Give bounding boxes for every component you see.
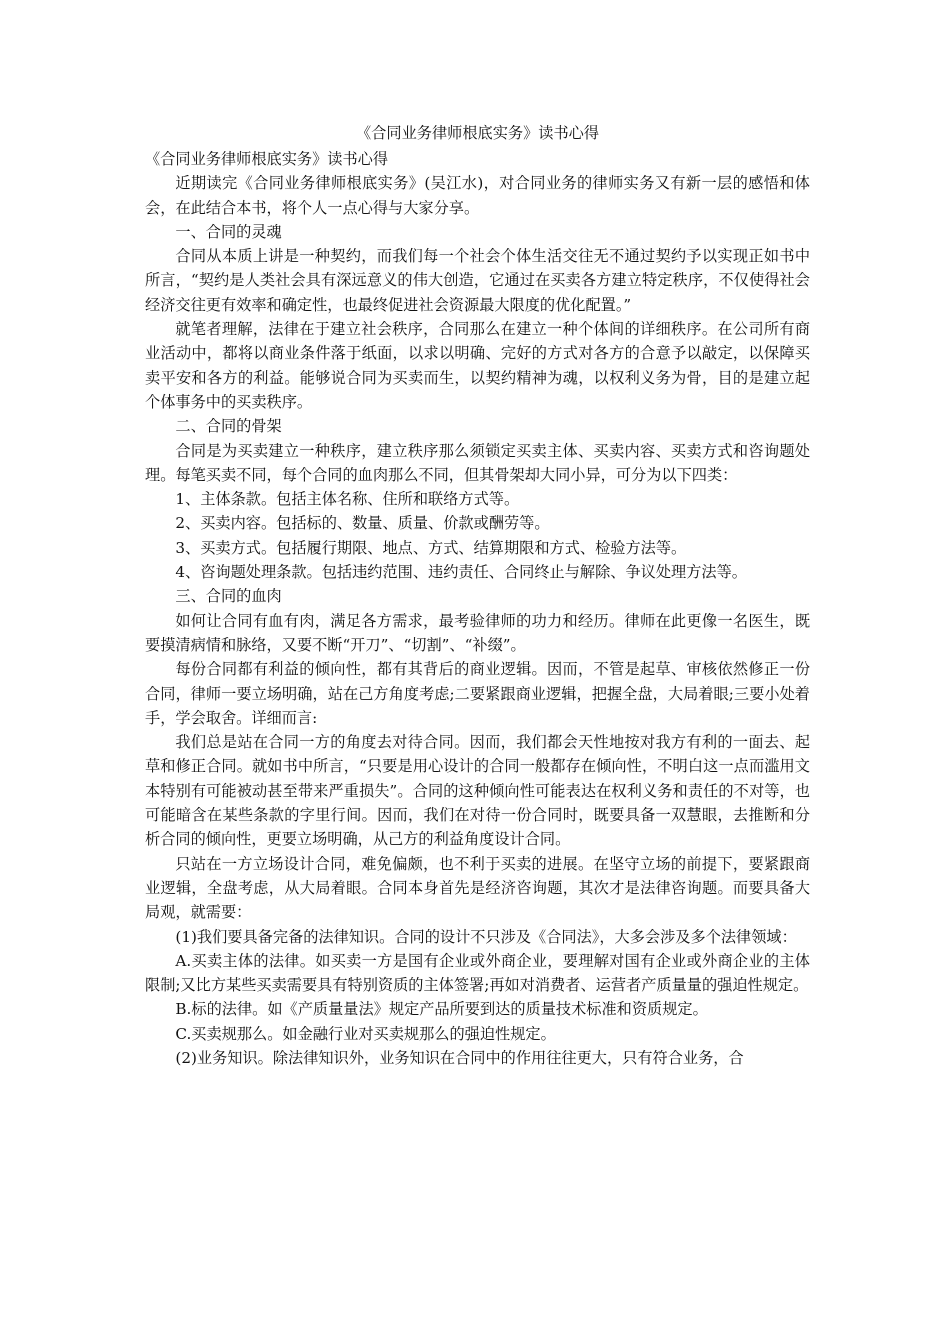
list-item: 1、主体条款。包括主体名称、住所和联络方式等。 bbox=[175, 490, 520, 509]
paragraph: (1)我们要具备完备的法律知识。合同的设计不只涉及《合同法》，大多会涉及多个法律领域： bbox=[175, 927, 797, 946]
paragraph: 合同从本质上讲是一种契约，而我们每一个社会个体生活交往无不通过契约予以实现正如书中所言，“契约是人类社会具有深远意义的伟大创造，它通过在买卖各方建立特定秩序，不仅使得社会经济交往更有效率和确定性，也最终促进社会资源最大限度的优化配置。” bbox=[145, 247, 810, 314]
list-item: 3、买卖方式。包括履行期限、地点、方式、结算期限和方式、检验方法等。 bbox=[175, 538, 687, 557]
list-item: 4、咨询题处理条款。包括违约范围、违约责任、合同终止与解除、争议处理方法等。 bbox=[175, 563, 747, 582]
paragraph: 如何让合同有血有肉，满足各方需求，最考验律师的功力和经历。律师在此更像一名医生，既要摸清病情和脉络，又要不断“开刀”、“切割”、“补缀”。 bbox=[145, 611, 810, 654]
section-heading-soul: 一、合同的灵魂 bbox=[175, 222, 282, 241]
paragraph: 只站在一方立场设计合同，难免偏颇，也不利于买卖的进展。在坚守立场的前提下，要紧跟商业逻辑，全盘考虑，从大局着眼。合同本身首先是经济咨询题，其次才是法律咨询题。而要具备大局观，就需要： bbox=[145, 854, 810, 922]
document-body bbox=[145, 171, 810, 1070]
list-item: 2、买卖内容。包括标的、数量、质量、价款或酬劳等。 bbox=[175, 514, 550, 533]
paragraph: B.标的法律。如《产质量量法》规定产品所要到达的质量技术标准和资质规定。 bbox=[175, 1000, 708, 1019]
paragraph: C.买卖规那么。如金融行业对买卖规那么的强迫性规定。 bbox=[175, 1024, 556, 1043]
section-heading-skeleton: 二、合同的骨架 bbox=[175, 417, 282, 436]
paragraph-intro: 近期读完《合同业务律师根底实务》(吴江水)，对合同业务的律师实务又有新一层的感悟和体会，在此结合本书，将个人一点心得与大家分享。 bbox=[145, 174, 810, 217]
paragraph: 每份合同都有利益的倾向性，都有其背后的商业逻辑。因而，不管是起草、审核依然修正一份合同，律师一要立场明确，站在己方角度考虑;二要紧跟商业逻辑，把握全盘，大局着眼;三要小处着手，学会取舍。详细而言: bbox=[145, 660, 810, 727]
paragraph: A.买卖主体的法律。如买卖一方是国有企业或外商企业，要理解对国有企业或外商企业的主体限制;又比方某些买卖需要具有特别资质的主体签署;再如对消费者、运营者产质量量的强迫性规定。 bbox=[145, 951, 810, 995]
document-page bbox=[145, 118, 810, 1070]
paragraph: 就笔者理解，法律在于建立社会秩序，合同那么在建立一种个体间的详细秩序。在公司所有商业活动中，都将以商业条件落于纸面，以求以明确、完好的方式对各方的合意予以敲定，以保障买卖平安和各方的利益。能够说合同为买卖而生，以契约精神为魂，以权利义务为骨，目的是建立起个体事务中的买卖秩序。 bbox=[145, 320, 810, 411]
paragraph: 合同是为买卖建立一种秩序，建立秩序那么须锁定买卖主体、买卖内容、买卖方式和咨询题处理。每笔买卖不同，每个合同的血肉那么不同，但其骨架却大同小异，可分为以下四类： bbox=[145, 441, 810, 484]
document-title: 《合同业务律师根底实务》读书心得 bbox=[356, 124, 599, 142]
document-subtitle: 《合同业务律师根底实务》读书心得 bbox=[145, 150, 388, 168]
section-heading-flesh: 三、合同的血肉 bbox=[175, 587, 282, 606]
paragraph: (2)业务知识。除法律知识外，业务知识在合同中的作用往往更大，只有符合业务，合 bbox=[175, 1048, 744, 1067]
paragraph: 我们总是站在合同一方的角度去对待合同。因而，我们都会天性地按对我方有利的一面去、起草和修正合同。就如书中所言，“只要是用心设计的合同一般都存在倾向性，不明白这一点而滥用文本特别有可能被动甚至带来严重损失”。合同的这种倾向性可能表达在权利义务和责任的不对等，也可能暗含在某些条款的字里行间。因而，我们在对待一份合同时，既要具备一双慧眼，去推断和分析合同的倾向性，更要立场明确，从己方的利益角度设计合同。 bbox=[145, 733, 810, 849]
